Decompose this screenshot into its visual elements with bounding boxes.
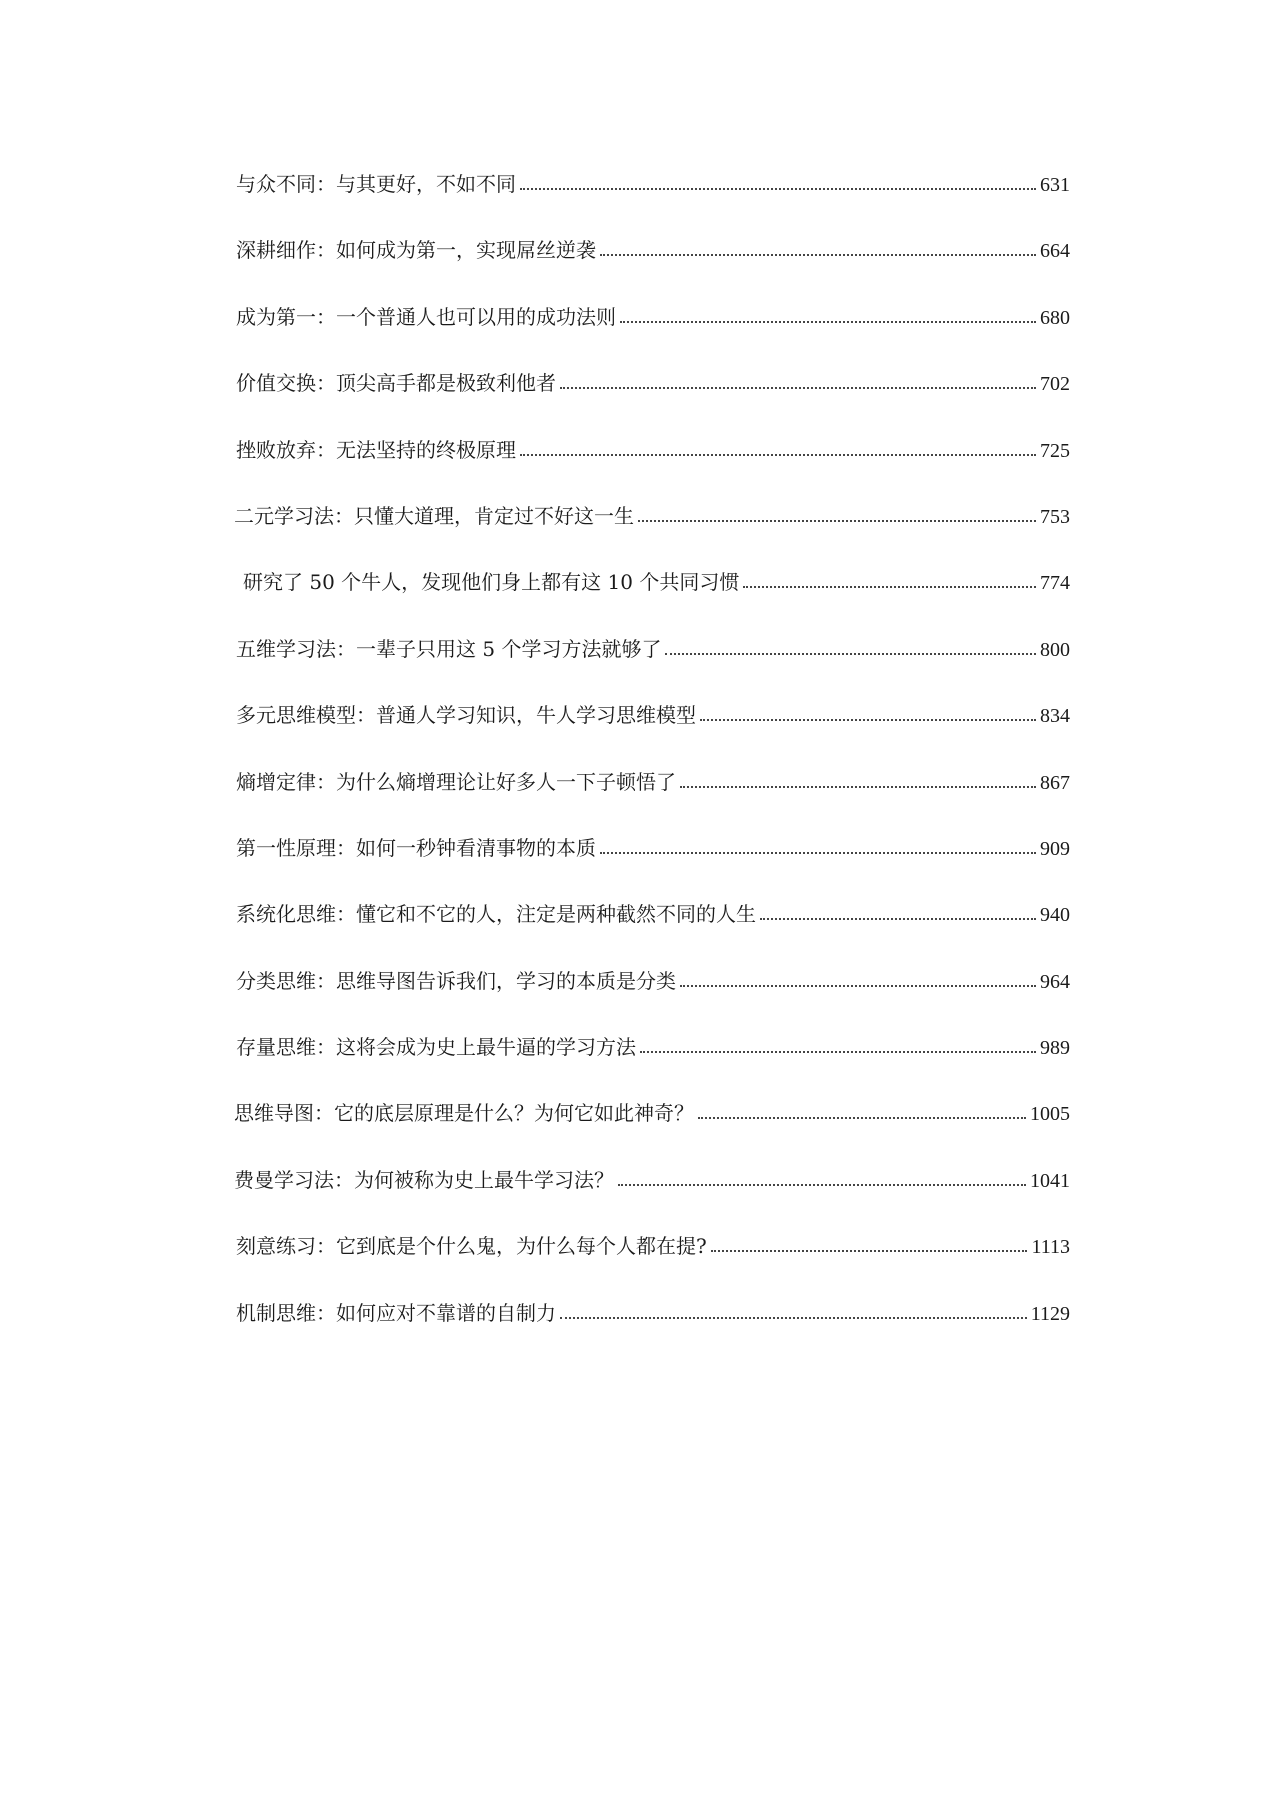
toc-entry-title: 二元学习法：只懂大道理，肯定过不好这一生	[234, 503, 634, 528]
toc-leader-dots	[640, 1034, 1036, 1054]
toc-leader-dots	[743, 569, 1036, 589]
toc-leader-dots	[560, 1300, 1027, 1320]
toc-entry-title: 与众不同：与其更好，不如不同	[236, 172, 516, 196]
toc-entry[interactable]	[236, 900, 1070, 966]
toc-entry[interactable]	[236, 436, 1070, 502]
toc-entry-title: 第一性原理：如何一秒钟看清事物的本质	[236, 835, 596, 860]
toc-entry-page: 940	[1040, 904, 1070, 927]
toc-entry-title: 分类思维：思维导图告诉我们，学习的本质是分类	[236, 968, 676, 993]
toc-entry-title: 费曼学习法：为何被称为史上最牛学习法？	[234, 1167, 614, 1192]
toc-entry-title: 系统化思维：懂它和不它的人，注定是两种截然不同的人生	[236, 902, 756, 927]
toc-leader-dots	[698, 1100, 1026, 1120]
toc-entry-title: 价值交换：顶尖高手都是极致利他者	[236, 371, 556, 396]
toc-entry[interactable]	[236, 568, 1070, 634]
toc-entry-title: 思维导图：它的底层原理是什么？为何它如此神奇？	[234, 1101, 694, 1126]
toc-leader-dots	[620, 304, 1036, 324]
toc-entry-page: 725	[1040, 439, 1070, 462]
toc-entry-page: 631	[1040, 174, 1070, 196]
toc-entry-page: 702	[1040, 373, 1070, 396]
toc-leader-dots	[638, 503, 1036, 523]
toc-entry-title: 成为第一：一个普通人也可以用的成功法则	[236, 304, 616, 329]
toc-entry-title: 挫败放弃：无法坚持的终极原理	[236, 437, 516, 462]
toc-entry[interactable]	[236, 369, 1070, 435]
toc-entry-title: 五维学习法：一辈子只用这 5 个学习方法就够了	[236, 636, 662, 661]
toc-leader-dots	[520, 171, 1036, 191]
toc-entry-page: 774	[1040, 572, 1070, 595]
toc-entry[interactable]	[236, 701, 1070, 767]
toc-entry[interactable]	[236, 1232, 1070, 1298]
toc-entry[interactable]	[236, 967, 1070, 1033]
toc-entry[interactable]	[234, 502, 1070, 568]
toc-entry-page: 909	[1040, 837, 1070, 860]
toc-leader-dots	[560, 370, 1036, 390]
toc-entry[interactable]	[236, 236, 1070, 302]
toc-entry[interactable]	[236, 303, 1070, 369]
toc-entry-title: 深耕细作：如何成为第一，实现屌丝逆袭	[236, 238, 596, 263]
toc-entry-page: 989	[1040, 1037, 1070, 1060]
toc-leader-dots	[618, 1167, 1026, 1187]
toc-entry[interactable]	[236, 834, 1070, 900]
toc-entry[interactable]	[236, 1299, 1070, 1365]
toc-leader-dots	[600, 835, 1036, 855]
toc-entry-page: 834	[1040, 705, 1070, 728]
toc-leader-dots	[520, 437, 1036, 457]
toc-leader-dots	[680, 968, 1036, 988]
toc-entry[interactable]	[236, 768, 1070, 834]
toc-entry-page: 680	[1040, 306, 1070, 329]
toc-entry-title: 多元思维模型：普通人学习知识，牛人学习思维模型	[236, 703, 696, 728]
toc-entry-page: 1113	[1031, 1236, 1070, 1259]
toc-leader-dots	[700, 702, 1036, 722]
toc-entry-title: 刻意练习：它到底是个什么鬼，为什么每个人都在提?	[236, 1234, 707, 1259]
toc-leader-dots	[680, 769, 1036, 789]
toc-leader-dots	[760, 901, 1036, 921]
toc-entry-title: 熵增定律：为什么熵增理论让好多人一下子顿悟了	[236, 769, 676, 794]
toc-entry-page: 964	[1040, 970, 1070, 993]
toc-entry-page: 867	[1040, 771, 1070, 794]
table-of-contents	[236, 170, 1070, 1365]
toc-leader-dots	[665, 636, 1036, 656]
toc-entry-title: 机制思维：如何应对不靠谱的自制力	[236, 1300, 556, 1325]
toc-entry[interactable]	[236, 635, 1070, 701]
toc-entry-page: 1129	[1030, 1302, 1070, 1325]
toc-entry[interactable]	[236, 1033, 1070, 1099]
toc-entry-page: 664	[1040, 240, 1070, 263]
toc-entry-page: 1005	[1030, 1103, 1070, 1126]
toc-entry-page: 800	[1040, 638, 1070, 661]
toc-leader-dots	[711, 1233, 1028, 1253]
toc-entry-page: 753	[1040, 505, 1070, 528]
toc-leader-dots	[600, 237, 1036, 257]
toc-entry[interactable]	[236, 170, 1070, 236]
toc-entry[interactable]	[234, 1099, 1070, 1165]
toc-entry[interactable]	[234, 1166, 1070, 1232]
toc-entry-title: 研究了 50 个牛人，发现他们身上都有这 10 个共同习惯	[243, 570, 740, 595]
toc-entry-page: 1041	[1030, 1169, 1070, 1192]
toc-entry-title: 存量思维：这将会成为史上最牛逼的学习方法	[236, 1035, 636, 1060]
